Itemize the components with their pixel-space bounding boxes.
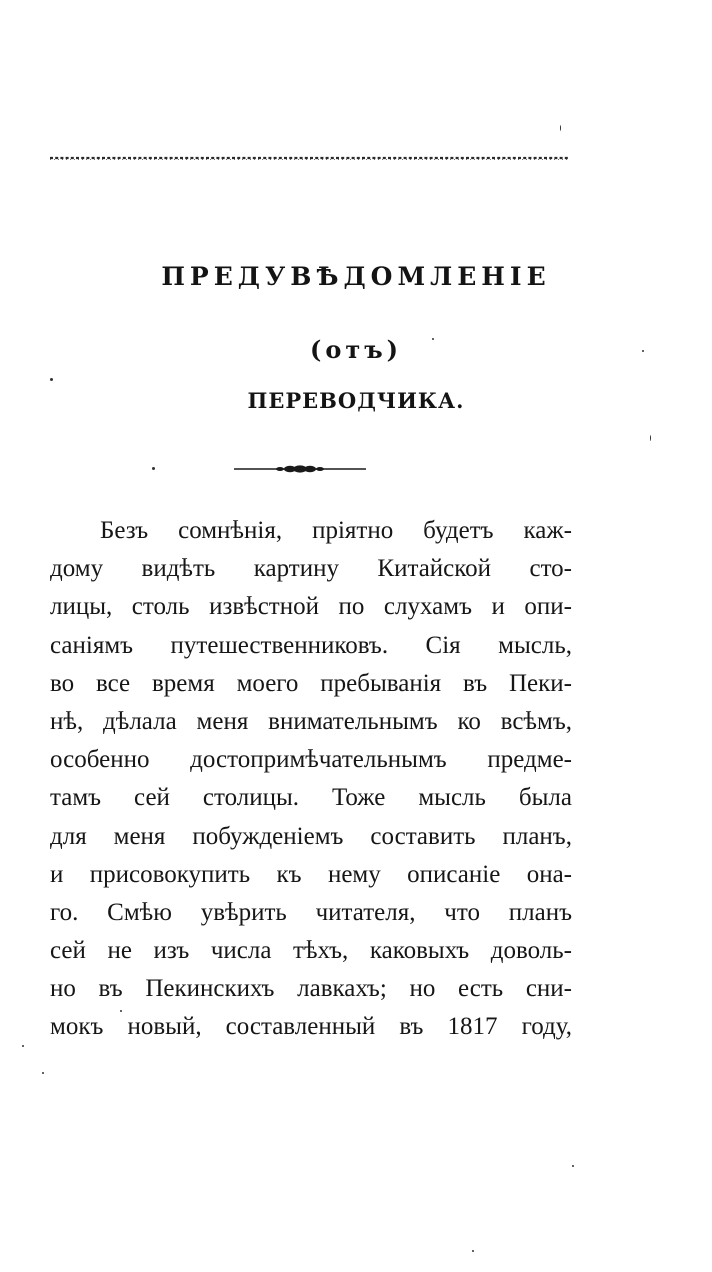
page-subtitle: (отъ): [310, 335, 402, 364]
text-line: и присовокупить къ нему описаніе она-: [50, 860, 572, 888]
text-line: особенно достопримѣчательнымъ предме-: [50, 746, 572, 774]
decorative-top-rule: [50, 155, 570, 161]
text-line: сей не изъ числа тѣхъ, каковыхъ доволь-: [50, 937, 572, 965]
text-line: го. Смѣю увѣрить читателя, что планъ: [50, 898, 572, 926]
text-line: во все время моего пребыванія въ Пеки-: [50, 669, 572, 697]
body-paragraph: [50, 512, 572, 1047]
text-line: тамъ сей столицы. Тоже мысль была: [50, 784, 572, 812]
text-line: нѣ, дѣлала меня внимательнымъ ко всѣмъ,: [50, 707, 572, 735]
paper-speck: [50, 378, 53, 381]
paper-speck: [42, 1072, 44, 1074]
text-line: Безъ сомнѣнія, пріятно будетъ каж-: [100, 517, 572, 544]
paper-speck: [572, 1165, 574, 1167]
paper-speck: [120, 1010, 122, 1012]
paper-speck: [22, 1045, 24, 1047]
text-line: для меня побужденіемъ составить планъ,: [50, 822, 572, 850]
page-title: ПРЕДУВѢДОМЛЕНІЕ: [161, 262, 551, 291]
text-line: дому видѣть картину Китайской сто-: [50, 555, 572, 583]
paper-speck: [432, 338, 434, 340]
ornament-divider: [230, 460, 370, 472]
page-byline: ПЕРЕВОДЧИКА.: [247, 388, 465, 413]
text-line: мокъ новый, составленный въ 1817 году,: [50, 1013, 572, 1041]
paper-speck: [152, 467, 155, 470]
text-line: но въ Пекинскихъ лавкахъ; но есть сни-: [50, 975, 572, 1003]
paper-speck: [642, 350, 644, 352]
text-line: лицы, столь извѣстной по слухамъ и опи-: [50, 593, 572, 621]
text-line: саніямъ путешественниковъ. Сія мысль,: [50, 631, 572, 659]
paper-speck: [650, 435, 651, 441]
paper-speck: [472, 1250, 474, 1252]
paper-speck: [560, 125, 561, 131]
